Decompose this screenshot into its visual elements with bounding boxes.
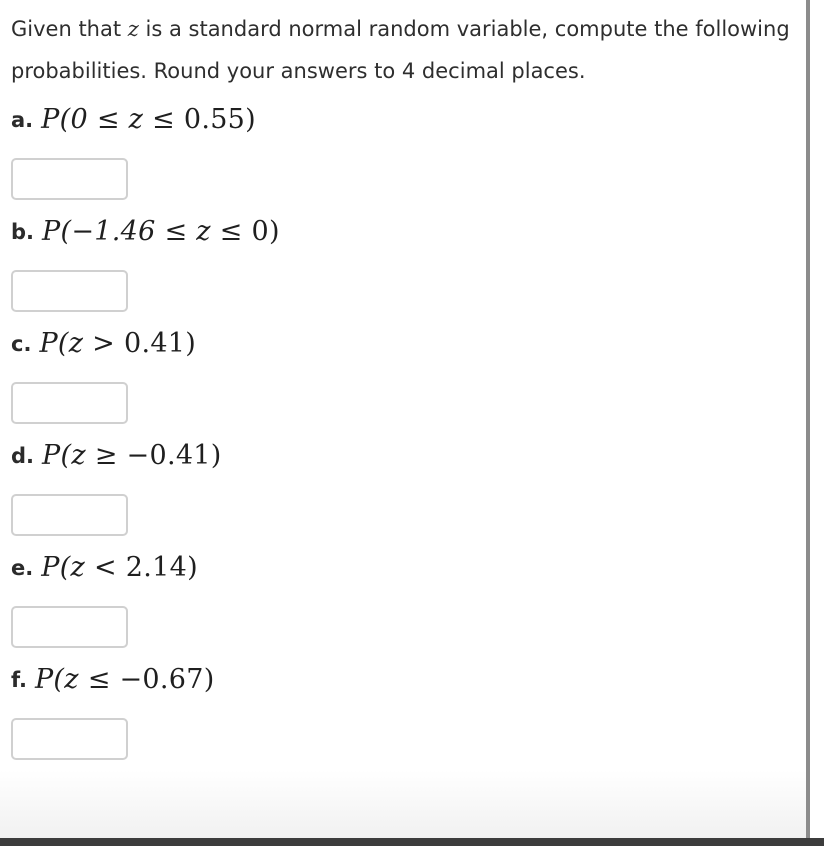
question-d-expression xyxy=(42,440,222,471)
question-prompt xyxy=(11,8,801,92)
question-c-expression-variable: z xyxy=(68,328,84,359)
prompt-text-start: Given that xyxy=(11,17,128,41)
question-a-label: a. xyxy=(11,107,34,132)
prompt-variable: z xyxy=(127,17,139,41)
question-c-label: c. xyxy=(11,331,32,356)
question-e-label: e. xyxy=(11,555,34,580)
bottom-fade xyxy=(0,770,806,838)
question-b-expression xyxy=(42,216,280,247)
question-d-expression-variable: z xyxy=(71,440,86,471)
right-border-divider xyxy=(806,0,810,846)
answer-input-c[interactable] xyxy=(11,382,128,424)
question-e-expression-variable: z xyxy=(70,552,86,583)
question-d xyxy=(11,440,791,471)
question-a-expression-prefix: P(0 ≤ xyxy=(41,104,129,135)
question-c-expression-suffix: > 0.41) xyxy=(83,328,197,359)
question-e xyxy=(11,552,791,583)
answer-input-b[interactable] xyxy=(11,270,128,312)
question-c-expression-prefix: P( xyxy=(39,328,69,359)
question-b-label: b. xyxy=(11,219,35,244)
answer-input-e[interactable] xyxy=(11,606,128,648)
question-e-expression-suffix: < 2.14) xyxy=(85,552,198,583)
question-e-expression xyxy=(41,552,198,583)
answer-input-d[interactable] xyxy=(11,494,128,536)
question-d-label: d. xyxy=(11,443,35,468)
question-b-expression-suffix: ≤ 0) xyxy=(210,216,280,247)
question-d-expression-prefix: P( xyxy=(42,440,72,471)
question-f-label: f. xyxy=(11,667,27,692)
question-f xyxy=(11,664,791,695)
question-b-expression-prefix: P(−1.46 ≤ xyxy=(42,216,197,247)
question-f-expression-variable: z xyxy=(64,664,79,695)
question-a-expression-suffix: ≤ 0.55) xyxy=(143,104,256,135)
question-f-expression-prefix: P( xyxy=(34,664,65,695)
question-a xyxy=(11,104,791,135)
question-f-expression-suffix: ≤ −0.67) xyxy=(78,664,215,695)
question-a-expression-variable: z xyxy=(128,104,144,135)
bottom-bar-divider xyxy=(0,838,824,846)
question-b xyxy=(11,216,791,247)
prompt-text-end: is a standard normal random variable, compute the following probabilities. Round your answers to 4 decimal places. xyxy=(11,17,790,83)
question-f-expression xyxy=(35,664,215,695)
question-c-expression xyxy=(39,328,196,359)
answer-input-a[interactable] xyxy=(11,158,128,200)
question-b-expression-variable: z xyxy=(196,216,211,247)
question-a-expression xyxy=(41,104,256,135)
question-d-expression-suffix: ≥ −0.41) xyxy=(85,440,222,471)
question-e-expression-prefix: P( xyxy=(41,552,71,583)
question-c xyxy=(11,328,791,359)
answer-input-f[interactable] xyxy=(11,718,128,760)
